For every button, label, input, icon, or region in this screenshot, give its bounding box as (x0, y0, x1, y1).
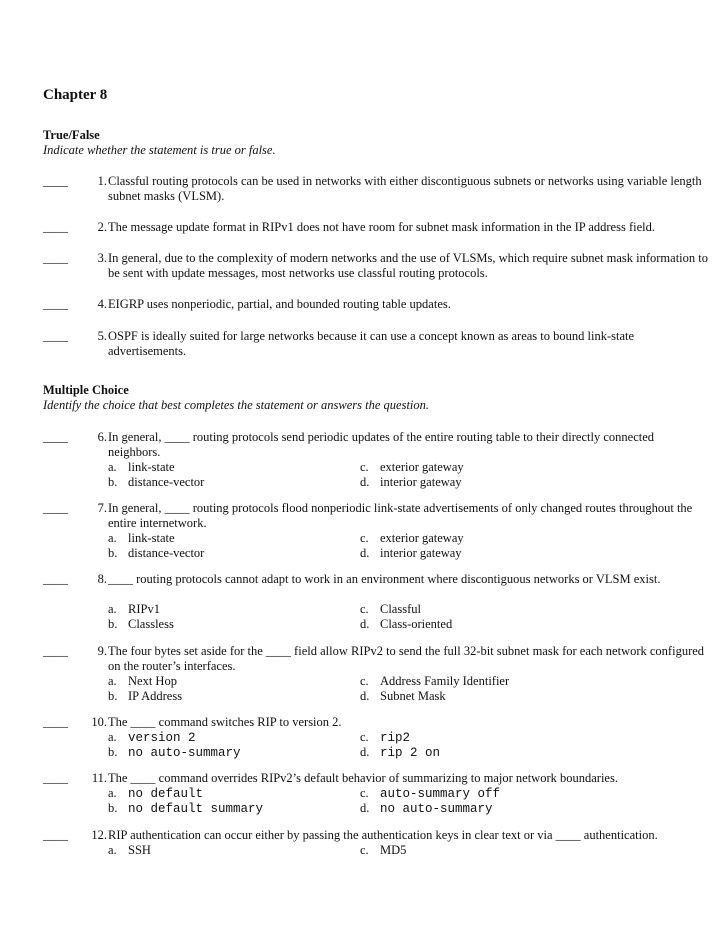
answer-blank[interactable]: ____ (43, 329, 68, 343)
question-text: In general, due to the complexity of modern networks and the use of VLSMs, which require subnet mask information to be sent with update messages, most networks use classful routing protocols. (108, 251, 708, 280)
question-text: In general, ____ routing protocols flood nonperiodic link-state advertisements of only changed routes throughout the entire internetwork. (108, 501, 693, 530)
answer-options (108, 674, 708, 704)
option-a[interactable]: a. no default (108, 786, 204, 801)
multiple-choice-instruction: Identify the choice that best completes the statement or answers the question. (43, 398, 430, 412)
question-text: OSPF is ideally suited for large networks because it can use a concept known as areas to bound link-state advertisements. (108, 329, 635, 358)
question-number: 12. (91, 828, 107, 842)
option-a[interactable]: a. version 2 (108, 730, 196, 745)
question-number: 2. (97, 220, 107, 234)
question-text: EIGRP uses nonperiodic, partial, and bounded routing table updates. (108, 297, 451, 311)
option-b[interactable]: b. distance-vector (108, 546, 205, 560)
question-text: Classful routing protocols can be used in networks with either discontiguous subnets or networks using variable length subnet masks (VLSM). (108, 174, 702, 203)
answer-blank[interactable]: ____ (43, 251, 68, 265)
question-text: In general, ____ routing protocols send periodic updates of the entire routing table to their directly connected neighbors. (108, 430, 655, 459)
true-false-heading: True/False (43, 128, 100, 142)
option-a[interactable]: a. link-state (108, 531, 175, 545)
question-text: The ____ command overrides RIPv2’s default behavior of summarizing to major network boundaries. (108, 771, 618, 785)
question-number: 6. (97, 430, 107, 444)
answer-blank[interactable]: ____ (43, 715, 68, 729)
option-c[interactable]: c. rip2 (360, 730, 411, 745)
option-d[interactable]: d. interior gateway (360, 475, 462, 489)
option-c[interactable]: c. MD5 (360, 843, 407, 857)
option-b[interactable]: b. no auto-summary (108, 745, 241, 760)
option-c[interactable]: c. Classful (360, 602, 421, 616)
question-number: 5. (97, 329, 107, 343)
option-b[interactable]: b. no default summary (108, 801, 264, 816)
option-a[interactable]: a. Next Hop (108, 674, 177, 688)
option-c[interactable]: c. exterior gateway (360, 460, 464, 474)
answer-blank[interactable]: ____ (43, 501, 68, 515)
question-number: 1. (97, 174, 107, 188)
question-number: 8. (97, 572, 107, 586)
answer-blank[interactable]: ____ (43, 644, 68, 658)
question-text: ____ routing protocols cannot adapt to work in an environment where discontiguous networks or VLSM exist. (108, 572, 661, 586)
question-text: The four bytes set aside for the ____ field allow RIPv2 to send the full 32-bit subnet mask for each network configured on the router’s interfaces. (108, 644, 705, 673)
answer-blank[interactable]: ____ (43, 174, 68, 188)
question-number: 11. (91, 771, 107, 785)
option-d[interactable]: d. Class-oriented (360, 617, 453, 631)
option-a[interactable]: a. RIPv1 (108, 602, 160, 616)
answer-options (108, 531, 708, 561)
answer-blank[interactable]: ____ (43, 828, 68, 842)
answer-options (108, 730, 708, 760)
answer-blank[interactable]: ____ (43, 771, 68, 785)
option-d[interactable]: d. rip 2 on (360, 745, 441, 760)
answer-options (108, 460, 708, 490)
option-c[interactable]: c. exterior gateway (360, 531, 464, 545)
question-text: The ____ command switches RIP to version 2. (108, 715, 342, 729)
option-b[interactable]: b. Classless (108, 617, 174, 631)
question-text: RIP authentication can occur either by passing the authentication keys in clear text or via ____ authentication. (108, 828, 658, 842)
option-d[interactable]: d. interior gateway (360, 546, 462, 560)
question-number: 7. (97, 501, 107, 515)
question-number: 9. (97, 644, 107, 658)
answer-blank[interactable]: ____ (43, 297, 68, 311)
answer-blank[interactable]: ____ (43, 430, 68, 444)
true-false-instruction: Indicate whether the statement is true or false. (43, 143, 276, 157)
answer-options (108, 602, 708, 632)
question-number: 4. (97, 297, 107, 311)
option-b[interactable]: b. distance-vector (108, 475, 205, 489)
answer-options (108, 843, 708, 858)
question-number: 3. (97, 251, 107, 265)
answer-options (108, 786, 708, 816)
option-b[interactable]: b. IP Address (108, 689, 183, 703)
chapter-title: Chapter 8 (43, 87, 108, 103)
option-c[interactable]: c. auto-summary off (360, 786, 501, 801)
answer-blank[interactable]: ____ (43, 572, 68, 586)
option-c[interactable]: c. Address Family Identifier (360, 674, 510, 688)
option-a[interactable]: a. link-state (108, 460, 175, 474)
option-d[interactable]: d. no auto-summary (360, 801, 493, 816)
option-d[interactable]: d. Subnet Mask (360, 689, 446, 703)
option-a[interactable]: a. SSH (108, 843, 151, 857)
question-number: 10. (91, 715, 107, 729)
answer-blank[interactable]: ____ (43, 220, 68, 234)
multiple-choice-heading: Multiple Choice (43, 383, 129, 397)
question-text: The message update format in RIPv1 does not have room for subnet mask information in the IP address field. (108, 220, 655, 234)
